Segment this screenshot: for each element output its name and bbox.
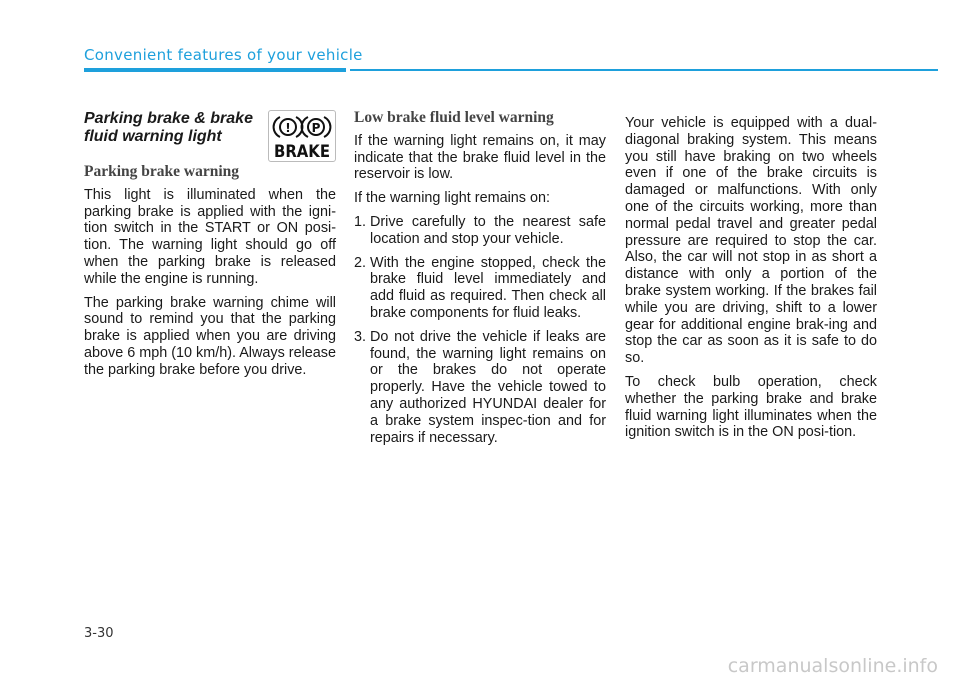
list-item: [354, 214, 606, 248]
paragraph: If the warning light remains on:: [354, 190, 550, 207]
section-header: Convenient features of your vehicle: [84, 46, 363, 64]
exclamation-glyph: !: [285, 121, 291, 135]
steps-list: [354, 214, 606, 446]
step-text: Drive carefully to the nearest safe location and stop your vehicle.: [370, 213, 606, 247]
watermark: carmanualsonline.info: [727, 655, 938, 677]
paragraph: This light is illuminated when the parking brake is applied with the igni-tion switch in the START or ON posi-tion. The warning light should go off when the parking brake is released while the engine is running.: [84, 186, 336, 287]
list-item: [354, 329, 606, 447]
paragraph: The parking brake warning chime will sound to remind you that the parking brake is applied when you are driving above 6 mph (10 km/h). Always release the parking brake before you drive.: [84, 294, 336, 378]
subheading-parking-brake-warning: Parking brake warning: [84, 163, 240, 180]
column-low-brake-fluid: [354, 110, 606, 453]
paragraph: Your vehicle is equipped with a dual-diagonal braking system. This means you still have braking on two wheels even if one of the brake circuits is damaged or malfunctions. With only one of the circuits working, more than normal pedal travel and greater pedal pressure are required to stop the car. Also, the car will not stop in as short a distance with only a portion of the brake system working. If the brakes fail while you are driving, shift to a lower gear for additional engine brak-ing and stop the car as soon as it is safe to do so.: [625, 115, 877, 367]
paragraph: If the warning light remains on, it may indicate that the brake fluid level in the reservoir is low.: [354, 132, 606, 183]
header-bar-accent: [84, 68, 346, 72]
brake-label: BRAKE: [274, 142, 330, 161]
step-number: 2.: [354, 254, 367, 271]
page-number: 3-30: [84, 626, 114, 641]
column-dual-braking: [625, 115, 877, 448]
subheading-low-brake-fluid: Low brake fluid level warning: [354, 109, 554, 126]
column-parking-brake: [84, 110, 336, 386]
section-title: Parking brake & brake fluid warning light: [84, 110, 253, 145]
step-text: With the engine stopped, check the brake fluid level immediately and add fluid as required. Then check all brake components for fluid leaks.: [370, 254, 606, 321]
paragraph: To check bulb operation, check whether the parking brake and brake fluid warning light illuminates when the ignition switch is in the ON posi-tion.: [625, 373, 877, 441]
parking-p-glyph: P: [311, 121, 321, 135]
header-rule: [350, 69, 938, 71]
step-text: Do not drive the vehicle if leaks are found, the warning light remains on or the brakes do not operate properly. Have the vehicle towed to any authorized HYUNDAI dealer for a brake system inspec-tion and for repairs if necessary.: [370, 328, 606, 446]
step-number: 3.: [354, 328, 367, 345]
list-item: [354, 255, 606, 322]
step-number: 1.: [354, 213, 367, 230]
